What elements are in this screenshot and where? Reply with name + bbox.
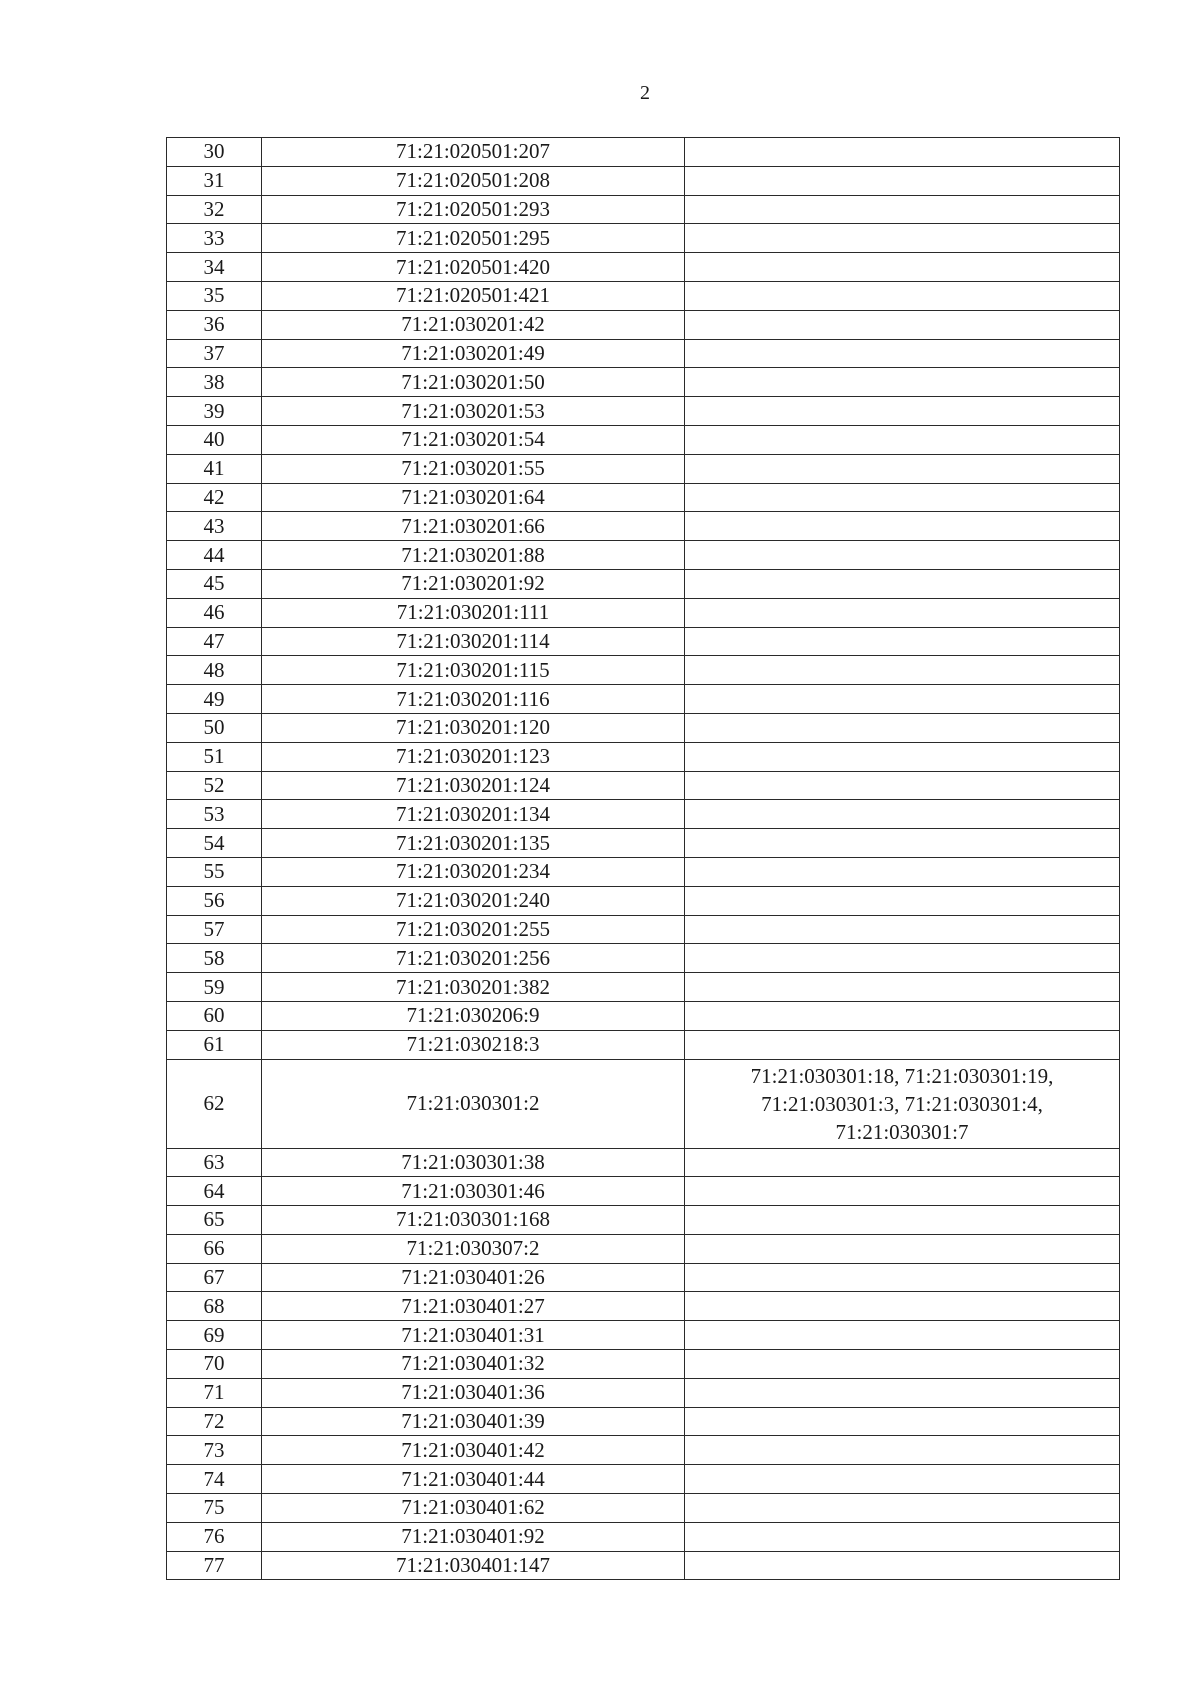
cadastral-number-cell: 71:21:030201:123 xyxy=(262,742,685,771)
table-row xyxy=(167,1148,1120,1177)
table-row xyxy=(167,1206,1120,1235)
row-number-cell: 59 xyxy=(167,973,262,1002)
table-row xyxy=(167,454,1120,483)
cadastral-number-cell: 71:21:030201:116 xyxy=(262,685,685,714)
row-number-cell: 77 xyxy=(167,1551,262,1580)
row-number-cell: 32 xyxy=(167,195,262,224)
cadastral-number-cell: 71:21:030301:46 xyxy=(262,1177,685,1206)
related-cadastral-cell xyxy=(685,253,1120,282)
cadastral-number-cell: 71:21:030307:2 xyxy=(262,1234,685,1263)
related-cadastral-cell xyxy=(685,339,1120,368)
row-number-cell: 75 xyxy=(167,1494,262,1523)
row-number-cell: 30 xyxy=(167,138,262,167)
related-cadastral-cell xyxy=(685,569,1120,598)
table-row xyxy=(167,944,1120,973)
table-row xyxy=(167,742,1120,771)
row-number-cell: 50 xyxy=(167,713,262,742)
row-number-cell: 37 xyxy=(167,339,262,368)
cadastral-number-cell: 71:21:030201:120 xyxy=(262,713,685,742)
table-row xyxy=(167,656,1120,685)
row-number-cell: 46 xyxy=(167,598,262,627)
related-cadastral-cell xyxy=(685,713,1120,742)
cadastral-number-cell: 71:21:030201:50 xyxy=(262,368,685,397)
related-cadastral-cell xyxy=(685,915,1120,944)
related-cadastral-cell xyxy=(685,397,1120,426)
related-cadastral-cell xyxy=(685,1206,1120,1235)
related-cadastral-line: 71:21:030301:18, 71:21:030301:19, xyxy=(750,1063,1054,1088)
cadastral-number-cell: 71:21:030401:39 xyxy=(262,1407,685,1436)
row-number-cell: 36 xyxy=(167,310,262,339)
cadastral-number-cell: 71:21:030201:124 xyxy=(262,771,685,800)
related-cadastral-cell xyxy=(685,1522,1120,1551)
table-row xyxy=(167,1177,1120,1206)
cadastral-number-cell: 71:21:030401:44 xyxy=(262,1465,685,1494)
table-row xyxy=(167,425,1120,454)
table-row xyxy=(167,138,1120,167)
row-number-cell: 76 xyxy=(167,1522,262,1551)
cadastral-number-cell: 71:21:020501:420 xyxy=(262,253,685,282)
row-number-cell: 66 xyxy=(167,1234,262,1263)
cadastral-number-cell: 71:21:030201:53 xyxy=(262,397,685,426)
row-number-cell: 47 xyxy=(167,627,262,656)
table-row xyxy=(167,713,1120,742)
related-cadastral-cell xyxy=(685,1001,1120,1030)
related-cadastral-cell xyxy=(685,886,1120,915)
related-cadastral-cell xyxy=(685,368,1120,397)
row-number-cell: 49 xyxy=(167,685,262,714)
table-row xyxy=(167,483,1120,512)
related-cadastral-cell xyxy=(685,1350,1120,1379)
related-cadastral-cell xyxy=(685,224,1120,253)
row-number-cell: 56 xyxy=(167,886,262,915)
table-row xyxy=(167,368,1120,397)
row-number-cell: 70 xyxy=(167,1350,262,1379)
row-number-cell: 34 xyxy=(167,253,262,282)
table-row xyxy=(167,598,1120,627)
row-number-cell: 57 xyxy=(167,915,262,944)
table-row xyxy=(167,1378,1120,1407)
cadastral-number-cell: 71:21:030401:92 xyxy=(262,1522,685,1551)
row-number-cell: 69 xyxy=(167,1321,262,1350)
table-row xyxy=(167,886,1120,915)
related-cadastral-cell xyxy=(685,1494,1120,1523)
related-cadastral-cell xyxy=(685,195,1120,224)
cadastral-number-cell: 71:21:030301:38 xyxy=(262,1148,685,1177)
cadastral-number-cell: 71:21:030401:36 xyxy=(262,1378,685,1407)
related-cadastral-cell xyxy=(685,857,1120,886)
related-cadastral-cell xyxy=(685,541,1120,570)
table-row xyxy=(167,195,1120,224)
related-cadastral-line: 71:21:030301:7 xyxy=(835,1119,969,1144)
related-cadastral-cell xyxy=(685,1436,1120,1465)
table-row xyxy=(167,1436,1120,1465)
row-number-cell: 61 xyxy=(167,1030,262,1059)
table-row xyxy=(167,281,1120,310)
related-cadastral-cell xyxy=(685,138,1120,167)
related-cadastral-cell xyxy=(685,1177,1120,1206)
cadastral-number-cell: 71:21:030401:27 xyxy=(262,1292,685,1321)
table-row xyxy=(167,1030,1120,1059)
cadastral-number-cell: 71:21:030201:92 xyxy=(262,569,685,598)
cadastral-number-cell: 71:21:030201:255 xyxy=(262,915,685,944)
row-number-cell: 43 xyxy=(167,512,262,541)
table-row xyxy=(167,627,1120,656)
cadastral-number-cell: 71:21:020501:208 xyxy=(262,166,685,195)
related-cadastral-cell xyxy=(685,1465,1120,1494)
cadastral-number-cell: 71:21:030401:62 xyxy=(262,1494,685,1523)
cadastral-number-cell: 71:21:030201:54 xyxy=(262,425,685,454)
cadastral-number-cell: 71:21:020501:207 xyxy=(262,138,685,167)
cadastral-number-cell: 71:21:030201:64 xyxy=(262,483,685,512)
table-row xyxy=(167,1522,1120,1551)
related-cadastral-cell xyxy=(685,1378,1120,1407)
table-row xyxy=(167,253,1120,282)
table-row xyxy=(167,310,1120,339)
table-row xyxy=(167,1407,1120,1436)
cadastral-number-cell: 71:21:030401:32 xyxy=(262,1350,685,1379)
cadastral-number-cell: 71:21:030201:66 xyxy=(262,512,685,541)
cadastral-number-cell: 71:21:030201:114 xyxy=(262,627,685,656)
related-cadastral-cell xyxy=(685,1234,1120,1263)
row-number-cell: 67 xyxy=(167,1263,262,1292)
table-row xyxy=(167,1494,1120,1523)
cadastral-number-cell: 71:21:030206:9 xyxy=(262,1001,685,1030)
cadastral-number-cell: 71:21:030201:49 xyxy=(262,339,685,368)
related-cadastral-cell xyxy=(685,425,1120,454)
row-number-cell: 41 xyxy=(167,454,262,483)
cadastral-number-cell: 71:21:030401:147 xyxy=(262,1551,685,1580)
table-row xyxy=(167,1321,1120,1350)
cadastral-number-cell: 71:21:030201:234 xyxy=(262,857,685,886)
row-number-cell: 54 xyxy=(167,829,262,858)
related-cadastral-cell xyxy=(685,1263,1120,1292)
table-row xyxy=(167,771,1120,800)
row-number-cell: 42 xyxy=(167,483,262,512)
related-cadastral-cell xyxy=(685,944,1120,973)
row-number-cell: 40 xyxy=(167,425,262,454)
cadastral-number-cell: 71:21:030201:88 xyxy=(262,541,685,570)
table-row xyxy=(167,541,1120,570)
table-row xyxy=(167,224,1120,253)
table-row xyxy=(167,1059,1120,1148)
row-number-cell: 58 xyxy=(167,944,262,973)
related-cadastral-cell xyxy=(685,1292,1120,1321)
page-number: 2 xyxy=(640,82,650,104)
table-row xyxy=(167,569,1120,598)
table-row xyxy=(167,857,1120,886)
row-number-cell: 62 xyxy=(167,1059,262,1148)
row-number-cell: 72 xyxy=(167,1407,262,1436)
cadastral-number-cell: 71:21:030301:2 xyxy=(262,1059,685,1148)
table-row xyxy=(167,800,1120,829)
table-row xyxy=(167,915,1120,944)
cadastral-number-cell: 71:21:030301:168 xyxy=(262,1206,685,1235)
table-row xyxy=(167,1263,1120,1292)
related-cadastral-cell xyxy=(685,454,1120,483)
related-cadastral-cell xyxy=(685,656,1120,685)
row-number-cell: 63 xyxy=(167,1148,262,1177)
related-cadastral-cell xyxy=(685,1551,1120,1580)
row-number-cell: 74 xyxy=(167,1465,262,1494)
row-number-cell: 52 xyxy=(167,771,262,800)
table-row xyxy=(167,1465,1120,1494)
row-number-cell: 44 xyxy=(167,541,262,570)
table-row xyxy=(167,685,1120,714)
table-row xyxy=(167,829,1120,858)
cadastral-number-cell: 71:21:020501:421 xyxy=(262,281,685,310)
row-number-cell: 73 xyxy=(167,1436,262,1465)
related-cadastral-cell xyxy=(685,829,1120,858)
related-cadastral-cell xyxy=(685,1059,1120,1148)
cadastral-number-cell: 71:21:030201:42 xyxy=(262,310,685,339)
related-cadastral-cell xyxy=(685,310,1120,339)
cadastral-number-cell: 71:21:030201:382 xyxy=(262,973,685,1002)
related-cadastral-cell xyxy=(685,1321,1120,1350)
table-row xyxy=(167,1551,1120,1580)
row-number-cell: 65 xyxy=(167,1206,262,1235)
row-number-cell: 55 xyxy=(167,857,262,886)
related-cadastral-cell xyxy=(685,685,1120,714)
cadastral-number-cell: 71:21:020501:295 xyxy=(262,224,685,253)
table-row xyxy=(167,973,1120,1002)
cadastral-number-cell: 71:21:030201:111 xyxy=(262,598,685,627)
row-number-cell: 33 xyxy=(167,224,262,253)
cadastral-table xyxy=(166,137,1120,1580)
cadastral-number-cell: 71:21:030201:240 xyxy=(262,886,685,915)
related-cadastral-cell xyxy=(685,166,1120,195)
cadastral-number-cell: 71:21:030401:42 xyxy=(262,1436,685,1465)
related-cadastral-cell xyxy=(685,771,1120,800)
row-number-cell: 71 xyxy=(167,1378,262,1407)
table-row xyxy=(167,512,1120,541)
row-number-cell: 64 xyxy=(167,1177,262,1206)
row-number-cell: 35 xyxy=(167,281,262,310)
cadastral-number-cell: 71:21:030201:256 xyxy=(262,944,685,973)
table-body xyxy=(167,138,1120,1580)
related-cadastral-cell xyxy=(685,627,1120,656)
related-cadastral-cell xyxy=(685,973,1120,1002)
row-number-cell: 31 xyxy=(167,166,262,195)
row-number-cell: 38 xyxy=(167,368,262,397)
row-number-cell: 51 xyxy=(167,742,262,771)
table-row xyxy=(167,166,1120,195)
table-row xyxy=(167,1234,1120,1263)
cadastral-number-cell: 71:21:020501:293 xyxy=(262,195,685,224)
cadastral-number-cell: 71:21:030201:55 xyxy=(262,454,685,483)
table-row xyxy=(167,1350,1120,1379)
table-row xyxy=(167,397,1120,426)
related-cadastral-cell xyxy=(685,598,1120,627)
table-row xyxy=(167,1001,1120,1030)
row-number-cell: 60 xyxy=(167,1001,262,1030)
cadastral-number-cell: 71:21:030401:31 xyxy=(262,1321,685,1350)
row-number-cell: 48 xyxy=(167,656,262,685)
related-cadastral-cell xyxy=(685,1030,1120,1059)
cadastral-number-cell: 71:21:030201:135 xyxy=(262,829,685,858)
related-cadastral-line: 71:21:030301:3, 71:21:030301:4, xyxy=(761,1091,1043,1116)
cadastral-number-cell: 71:21:030201:115 xyxy=(262,656,685,685)
cadastral-number-cell: 71:21:030201:134 xyxy=(262,800,685,829)
cadastral-number-cell: 71:21:030218:3 xyxy=(262,1030,685,1059)
row-number-cell: 45 xyxy=(167,569,262,598)
related-cadastral-cell xyxy=(685,483,1120,512)
related-cadastral-cell xyxy=(685,512,1120,541)
related-cadastral-cell xyxy=(685,1148,1120,1177)
related-cadastral-cell xyxy=(685,800,1120,829)
table-row xyxy=(167,339,1120,368)
cadastral-number-cell: 71:21:030401:26 xyxy=(262,1263,685,1292)
row-number-cell: 53 xyxy=(167,800,262,829)
related-cadastral-cell xyxy=(685,1407,1120,1436)
row-number-cell: 68 xyxy=(167,1292,262,1321)
row-number-cell: 39 xyxy=(167,397,262,426)
related-cadastral-cell xyxy=(685,281,1120,310)
table-row xyxy=(167,1292,1120,1321)
related-cadastral-cell xyxy=(685,742,1120,771)
